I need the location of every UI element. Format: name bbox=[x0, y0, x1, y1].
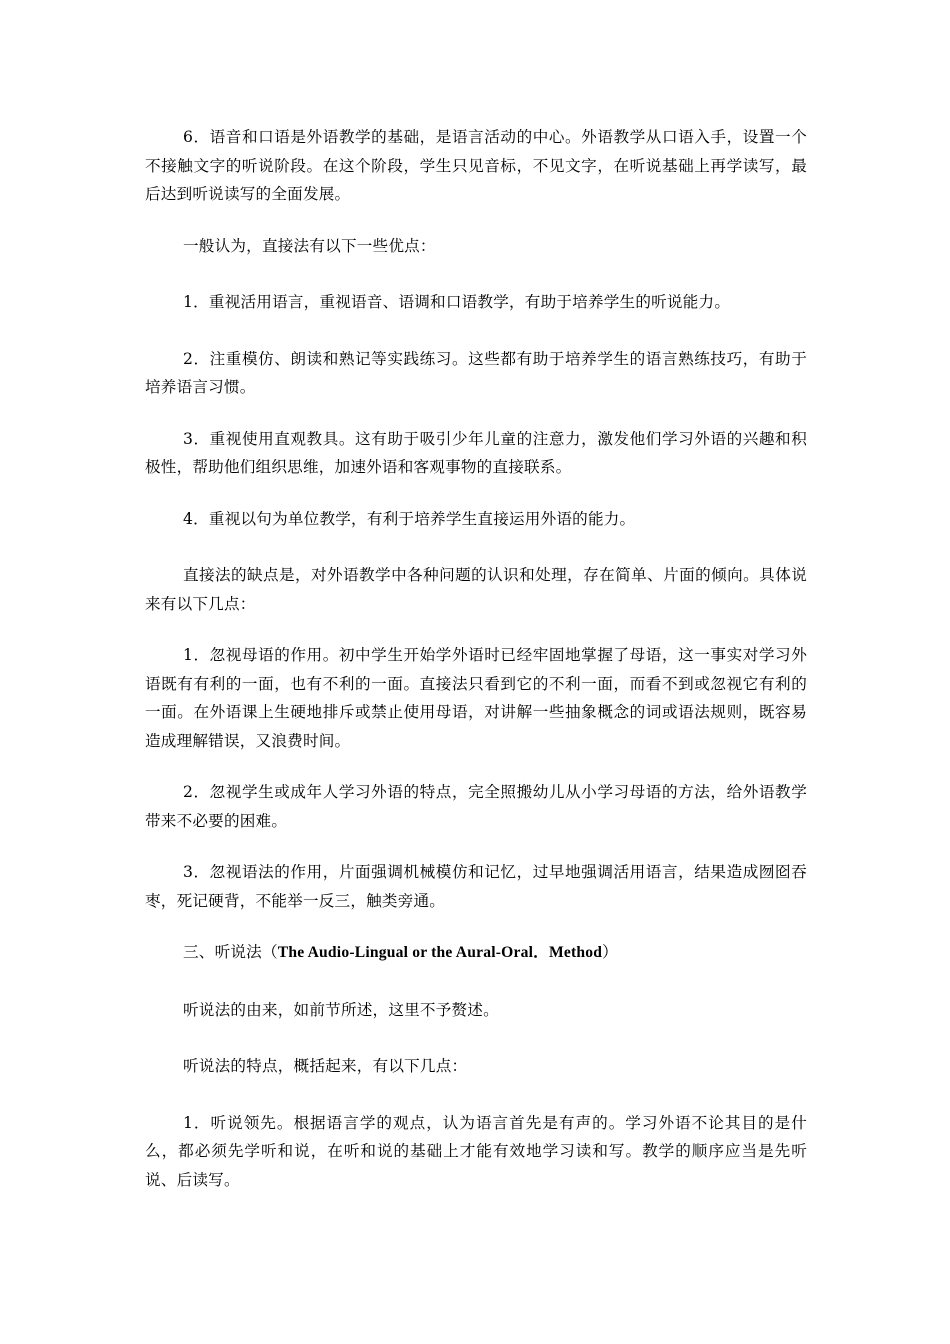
heading-suffix: ） bbox=[602, 943, 618, 961]
section-heading-audio-lingual bbox=[145, 938, 807, 968]
heading-prefix: 三、听说法（ bbox=[183, 943, 278, 961]
advantage-item-3: 3．重视使用直观教具。这有助于吸引少年儿童的注意力，激发他们学习外语的兴趣和积极性，帮助他们组织思维，加速外语和客观事物的直接联系。 bbox=[145, 429, 807, 476]
advantage-item-2: 2．注重模仿、朗读和熟记等实践练习。这些都有助于培养学生的语言熟练技巧，有助于培养语言习惯。 bbox=[145, 349, 807, 396]
disadvantage-item-2: 2．忽视学生或成年人学习外语的特点，完全照搬幼儿从小学习母语的方法，给外语教学带来不必要的困难。 bbox=[145, 783, 807, 830]
feature-item-1: 1．听说领先。根据语言学的观点，认为语言首先是有声的。学习外语不论其目的是什么，都必须先学听和说，在听和说的基础上才能有效地学习读和写。教学的顺序应当是先听说、后读写。 bbox=[145, 1113, 807, 1189]
advantage-item-1: 1．重视活用语言，重视语音、语调和口语教学，有助于培养学生的听说能力。 bbox=[183, 293, 731, 311]
paragraph-origin: 听说法的由来，如前节所述，这里不予赘述。 bbox=[183, 1000, 499, 1019]
disadvantage-item-1: 1．忽视母语的作用。初中学生开始学外语时已经牢固地掌握了母语，这一事实对学习外语既有有利的一面，也有不利的一面。直接法只看到它的不利一面，而看不到或忽视它有利的一面。在外语课上生硬地排斥或禁止使用母语，对讲解一些抽象概念的词或语法规则，既容易造成理解错误，又浪费时间。 bbox=[145, 646, 807, 750]
advantage-item-4: 4．重视以句为单位教学，有利于培养学生直接运用外语的能力。 bbox=[183, 509, 636, 528]
paragraph-features-intro: 听说法的特点，概括起来，有以下几点： bbox=[183, 1057, 468, 1075]
disadvantage-item-3: 3．忽视语法的作用，片面强调机械模仿和记忆，过早地强调活用语言，结果造成囫囵吞枣，死记硬背，不能举一反三，触类旁通。 bbox=[145, 863, 807, 910]
paragraph-disadvantages-intro: 直接法的缺点是，对外语教学中各种问题的认识和处理，存在简单、片面的倾向。具体说来有以下几点： bbox=[145, 566, 807, 613]
paragraph-advantages-intro: 一般认为，直接法有以下一些优点： bbox=[183, 236, 436, 255]
paragraph-6-phonetics: 6．语音和口语是外语教学的基础，是语言活动的中心。外语教学从口语入手，设置一个不接触文字的听说阶段。在这个阶段，学生只见音标，不见文字，在听说基础上再学读写，最后达到听说读写的全面发展。 bbox=[145, 128, 807, 203]
heading-english-title: The Audio-Lingual or the Aural-Oral．Method bbox=[277, 944, 603, 961]
